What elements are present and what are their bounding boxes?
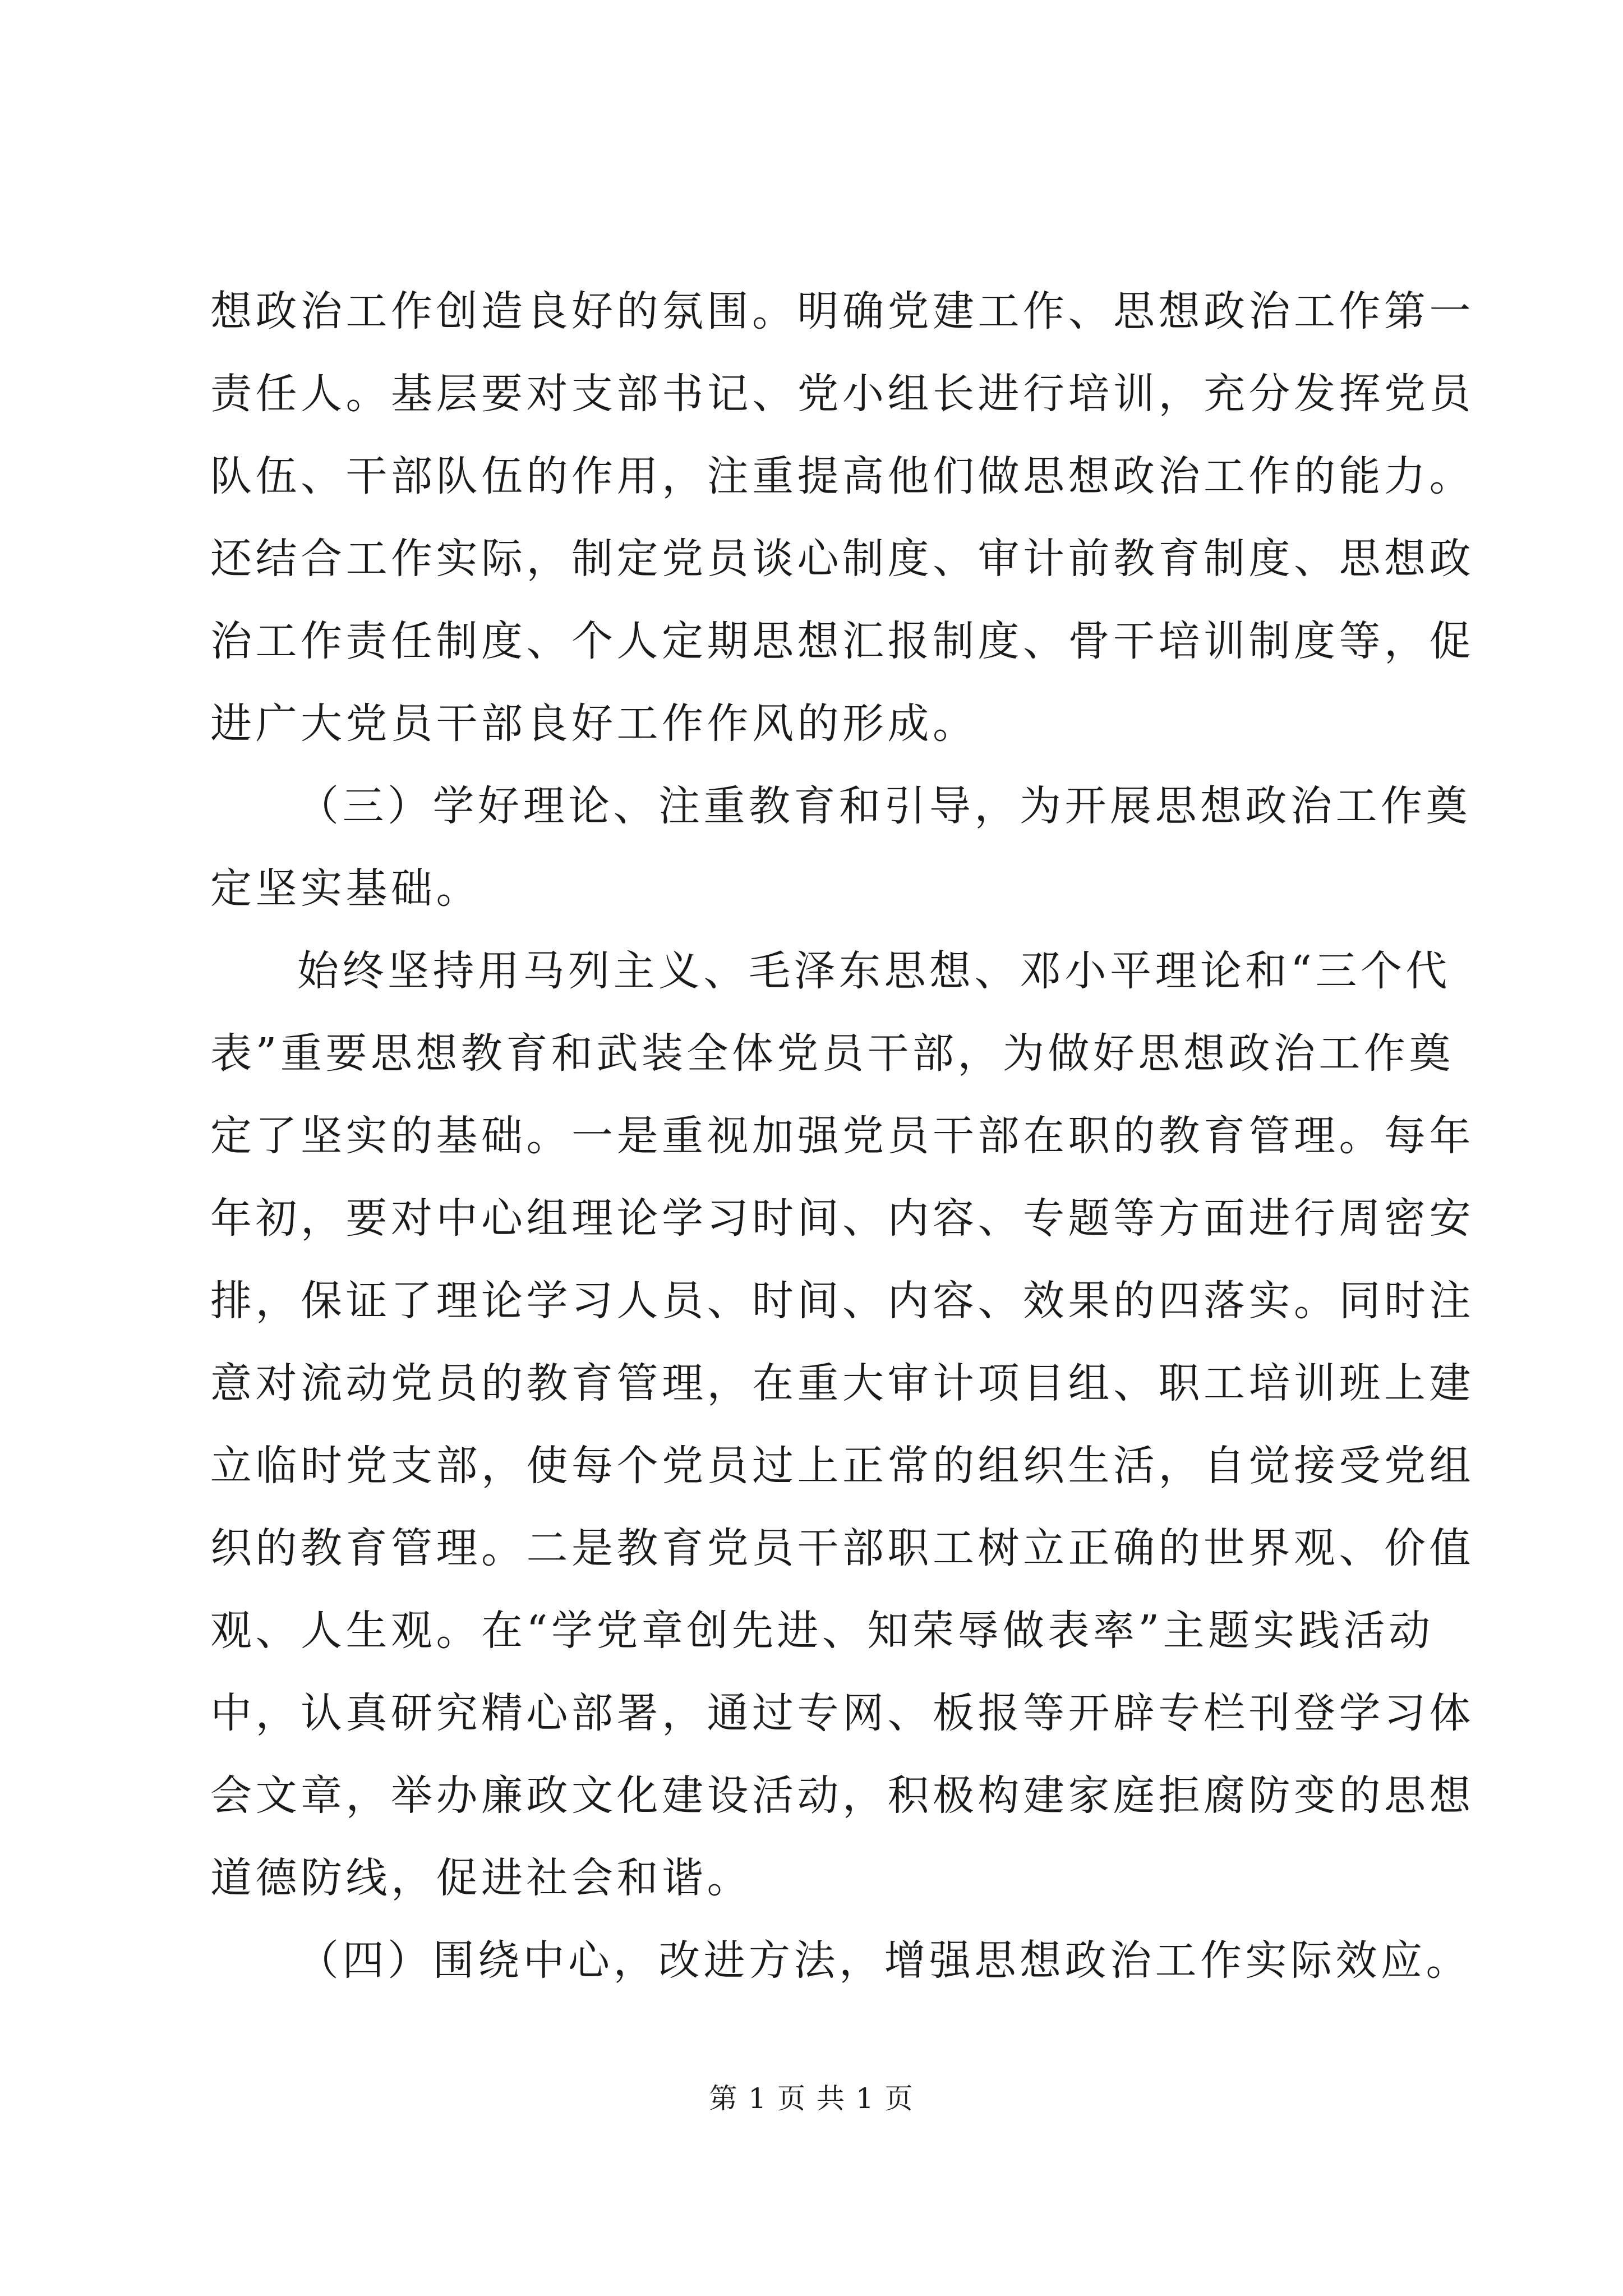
- body-line-13: 排，保证了理论学习人员、时间、内容、效果的四落实。同时注: [210, 1277, 1474, 1325]
- section-heading-4: （四）围绕中心，改进方法，增强思想政治工作实际效应。: [297, 1936, 1471, 1985]
- body-line-6: 进广大党员干部良好工作作风的形成。: [210, 700, 978, 748]
- body-line-18: 中，认真研究精心部署，通过专网、板报等开辟专栏刊登学习体: [210, 1689, 1474, 1737]
- section-heading-3-line-2: 定坚实基础。: [210, 864, 481, 913]
- body-line-9: 始终坚持用马列主义、毛泽东思想、邓小平理论和“三个代: [297, 947, 1451, 995]
- body-line-17: 观、人生观。在“学党章创先进、知荣辱做表率”主题实践活动: [210, 1607, 1434, 1655]
- body-line-15: 立临时党支部，使每个党员过上正常的组织生活，自觉接受党组: [210, 1442, 1474, 1490]
- body-line-20: 道德防线，促进社会和谐。: [210, 1854, 752, 1902]
- body-line-3: 队伍、干部队伍的作用，注重提高他们做思想政治工作的能力。: [210, 452, 1474, 500]
- body-line-1: 想政治工作创造良好的氛围。明确党建工作、思想政治工作第一: [210, 287, 1474, 335]
- body-line-14: 意对流动党员的教育管理，在重大审计项目组、职工培训班上建: [210, 1359, 1474, 1407]
- body-line-16: 织的教育管理。二是教育党员干部职工树立正确的世界观、价值: [210, 1524, 1474, 1572]
- body-line-11: 定了坚实的基础。一是重视加强党员干部在职的教育管理。每年: [210, 1112, 1474, 1160]
- section-heading-3-line-1: （三）学好理论、注重教育和引导，为开展思想政治工作奠: [297, 782, 1471, 830]
- body-line-19: 会文章，举办廉政文化建设活动，积极构建家庭拒腐防变的思想: [210, 1772, 1474, 1820]
- body-line-10: 表”重要思想教育和武装全体党员干部，为做好思想政治工作奠: [210, 1029, 1454, 1078]
- body-line-12: 年初，要对中心组理论学习时间、内容、专题等方面进行周密安: [210, 1194, 1474, 1243]
- body-line-2: 责任人。基层要对支部书记、党小组长进行培训，充分发挥党员: [210, 370, 1474, 418]
- page-number-footer: 第 1 页 共 1 页: [709, 2082, 914, 2115]
- body-line-4: 还结合工作实际，制定党员谈心制度、审计前教育制度、思想政: [210, 535, 1474, 583]
- body-line-5: 治工作责任制度、个人定期思想汇报制度、骨干培训制度等，促: [210, 617, 1474, 665]
